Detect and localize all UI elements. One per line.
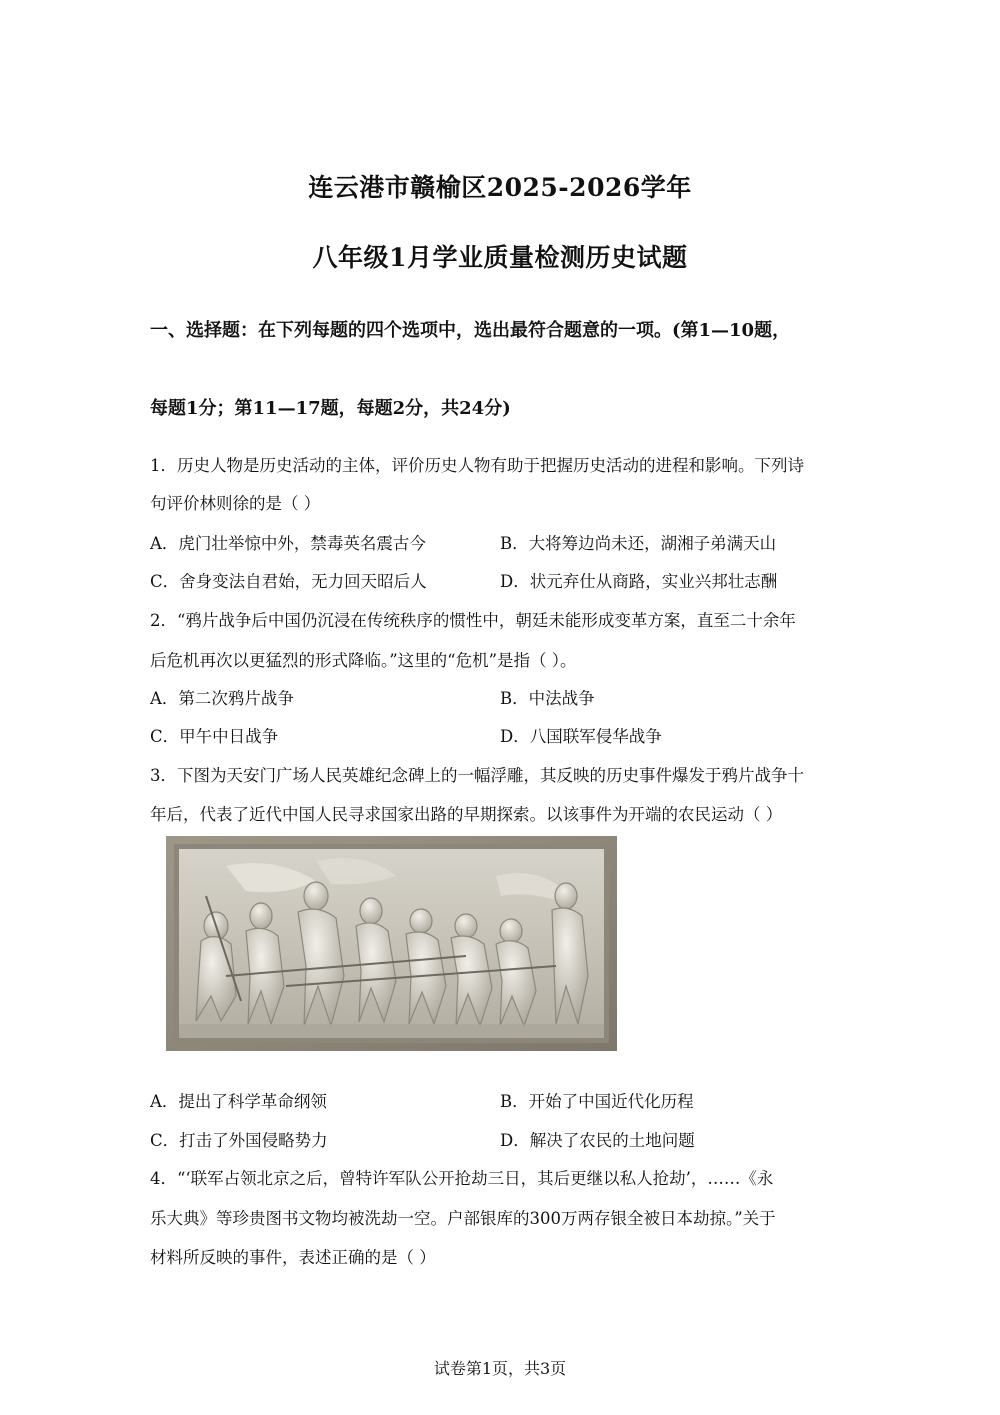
question-2-option-b: B．中法战争 (500, 689, 595, 708)
exam-title-line1: 连云港市赣榆区2025-2026学年 (308, 173, 692, 202)
question-3-option-a: A．提出了科学革命纲领 (150, 1092, 327, 1111)
question-2-stem-line2: 后危机再次以更猛烈的形式降临。”这里的“危机”是指（ ）。 (150, 651, 577, 670)
question-1-option-d: D．状元弃仕从商路，实业兴邦壮志酬 (500, 572, 778, 591)
question-4-stem-line2: 乐大典》等珍贵图书文物均被洗劫一空。户部银库的300万两存银全被日本劫掠。”关于 (150, 1209, 776, 1228)
section-heading-line2: 每题1分；第11—17题，每题2分，共24分) (150, 398, 511, 419)
page-footer: 试卷第1页，共3页 (433, 1359, 567, 1378)
question-2-option-a: A．第二次鸦片战争 (150, 689, 294, 708)
question-1-option-a: A．虎门壮举惊中外，禁毒英名震古今 (150, 534, 426, 553)
relief-sculpture-image (166, 836, 617, 1051)
question-1-option-b: B．大将筹边尚未还，湖湘子弟满天山 (500, 534, 777, 553)
question-2-stem-line1: 2．“鸦片战争后中国仍沉浸在传统秩序的惯性中，朝廷未能形成变革方案，直至二十余年 (150, 611, 796, 630)
exam-title-line2: 八年级1月学业质量检测历史试题 (312, 243, 688, 272)
question-3-option-d: D．解决了农民的土地问题 (500, 1131, 695, 1150)
question-1-stem-line2: 句评价林则徐的是（ ） (150, 494, 321, 513)
question-1-option-c: C．舍身变法自君始，无力回天昭后人 (150, 572, 427, 591)
question-3-stem-line1: 3．下图为天安门广场人民英雄纪念碑上的一幅浮雕，其反映的历史事件爆发于鸦片战争十 (150, 766, 804, 785)
question-4-stem-line1: 4．“‘联军占领北京之后，曾特许军队公开抢劫三日，其后更继以私人抢劫’，……《永 (150, 1169, 774, 1188)
question-1-stem-line1: 1．历史人物是历史活动的主体，评价历史人物有助于把握历史活动的进程和影响。下列诗 (150, 456, 804, 475)
section-heading-line1: 一、选择题：在下列每题的四个选项中，选出最符合题意的一项。(第1—10题， (150, 320, 791, 341)
question-4-stem-line3: 材料所反映的事件，表述正确的是（ ） (150, 1248, 436, 1267)
question-2-option-c: C．甲午中日战争 (150, 727, 279, 746)
question-3-option-b: B．开始了中国近代化历程 (500, 1092, 694, 1111)
question-3-option-c: C．打击了外国侵略势力 (150, 1131, 328, 1150)
question-2-option-d: D．八国联军侵华战争 (500, 727, 662, 746)
question-3-stem-line2: 年后，代表了近代中国人民寻求国家出路的早期探索。以该事件为开端的农民运动（ ） (150, 805, 783, 824)
